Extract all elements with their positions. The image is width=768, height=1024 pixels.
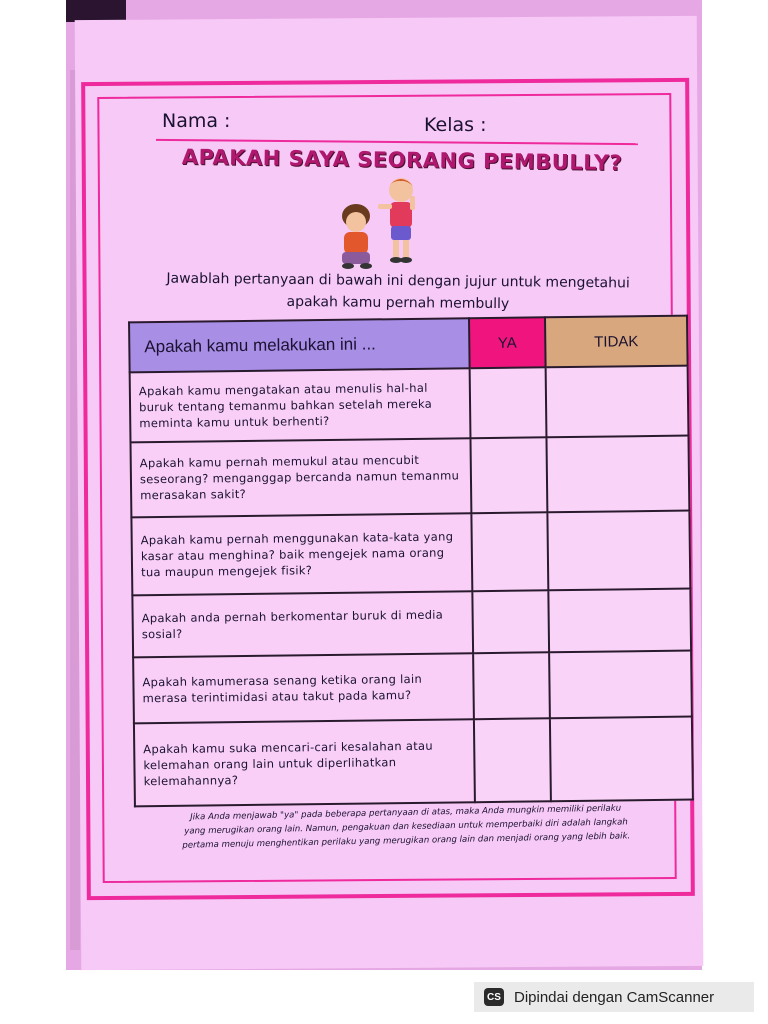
camscanner-text: Dipindai dengan CamScanner (514, 988, 715, 1006)
yes-checkbox[interactable] (471, 512, 548, 591)
yes-checkbox[interactable] (470, 438, 547, 513)
yes-checkbox[interactable] (470, 367, 547, 438)
questionnaire-table (128, 315, 692, 808)
question-text: Apakah anda pernah berkomentar buruk di media sosial? (132, 591, 473, 657)
header-no: TIDAK (545, 316, 688, 368)
question-text: Apakah kamu pernah menggunakan kata-kata yang kasar atau menghina? baik mengejek nama orang tua maupun mengejek fisik? (131, 513, 472, 596)
yes-checkbox[interactable] (472, 590, 549, 653)
instruction-line-2: apakah kamu pernah membully (286, 293, 510, 313)
table-row (130, 366, 689, 443)
question-text: Apakah kamu pernah memukul atau mencubit seseorang? menganggap bercanda namun temanmu merasakan sakit? (131, 438, 472, 517)
table-row (133, 651, 692, 724)
bullying-illustration (326, 174, 436, 274)
no-checkbox[interactable] (550, 717, 693, 801)
footnote-line-2: yang merugikan orang lain. Namun, pengakuan dan kesediaan untuk memperbaiki diri adalah langkah (184, 817, 628, 837)
footnote-line-3: pertama menuju menghentikan perilaku yang merugikan orang lain dan menjadi orang yang lebih baik. (182, 831, 631, 851)
table-row (134, 717, 693, 806)
camscanner-watermark (474, 982, 754, 1012)
question-text: Apakah kamu suka mencari-cari kesalahan atau kelemahan orang lain untuk diperlihatkan kelemahannya? (134, 720, 475, 807)
question-text: Apakah kamumerasa senang ketika orang lain merasa terintimidasi atau takut pada kamu? (133, 653, 474, 723)
class-label: Kelas : (424, 114, 487, 136)
header-yes: YA (469, 317, 546, 368)
question-text: Apakah kamu mengatakan atau menulis hal-hal buruk tentang temanmu bahkan setelah mereka meminta kamu untuk berhenti? (130, 368, 471, 442)
photo-dark-corner (66, 0, 126, 22)
table-row (131, 436, 690, 517)
no-checkbox[interactable] (547, 510, 690, 590)
yes-checkbox[interactable] (474, 719, 551, 803)
instruction-text (148, 267, 648, 316)
table-row (132, 589, 691, 658)
no-checkbox[interactable] (548, 589, 691, 653)
no-checkbox[interactable] (549, 651, 692, 719)
table-row (131, 510, 690, 595)
name-label: Nama : (162, 110, 231, 132)
yes-checkbox[interactable] (473, 652, 550, 719)
worksheet-title: APAKAH SAYA SEORANG PEMBULLY? (181, 144, 623, 176)
instruction-line-1: Jawablah pertanyaan di bawah ini dengan jujur untuk mengetahui (166, 270, 630, 292)
footnote-line-1: Jika Anda menjawab "ya" pada beberapa pertanyaan di atas, maka Anda mungkin memiliki perilaku (190, 803, 622, 823)
no-checkbox[interactable] (546, 436, 689, 512)
camscanner-logo-icon: CS (484, 988, 504, 1006)
header-question: Apakah kamu melakukan ini ... (129, 318, 470, 372)
no-checkbox[interactable] (546, 366, 689, 438)
